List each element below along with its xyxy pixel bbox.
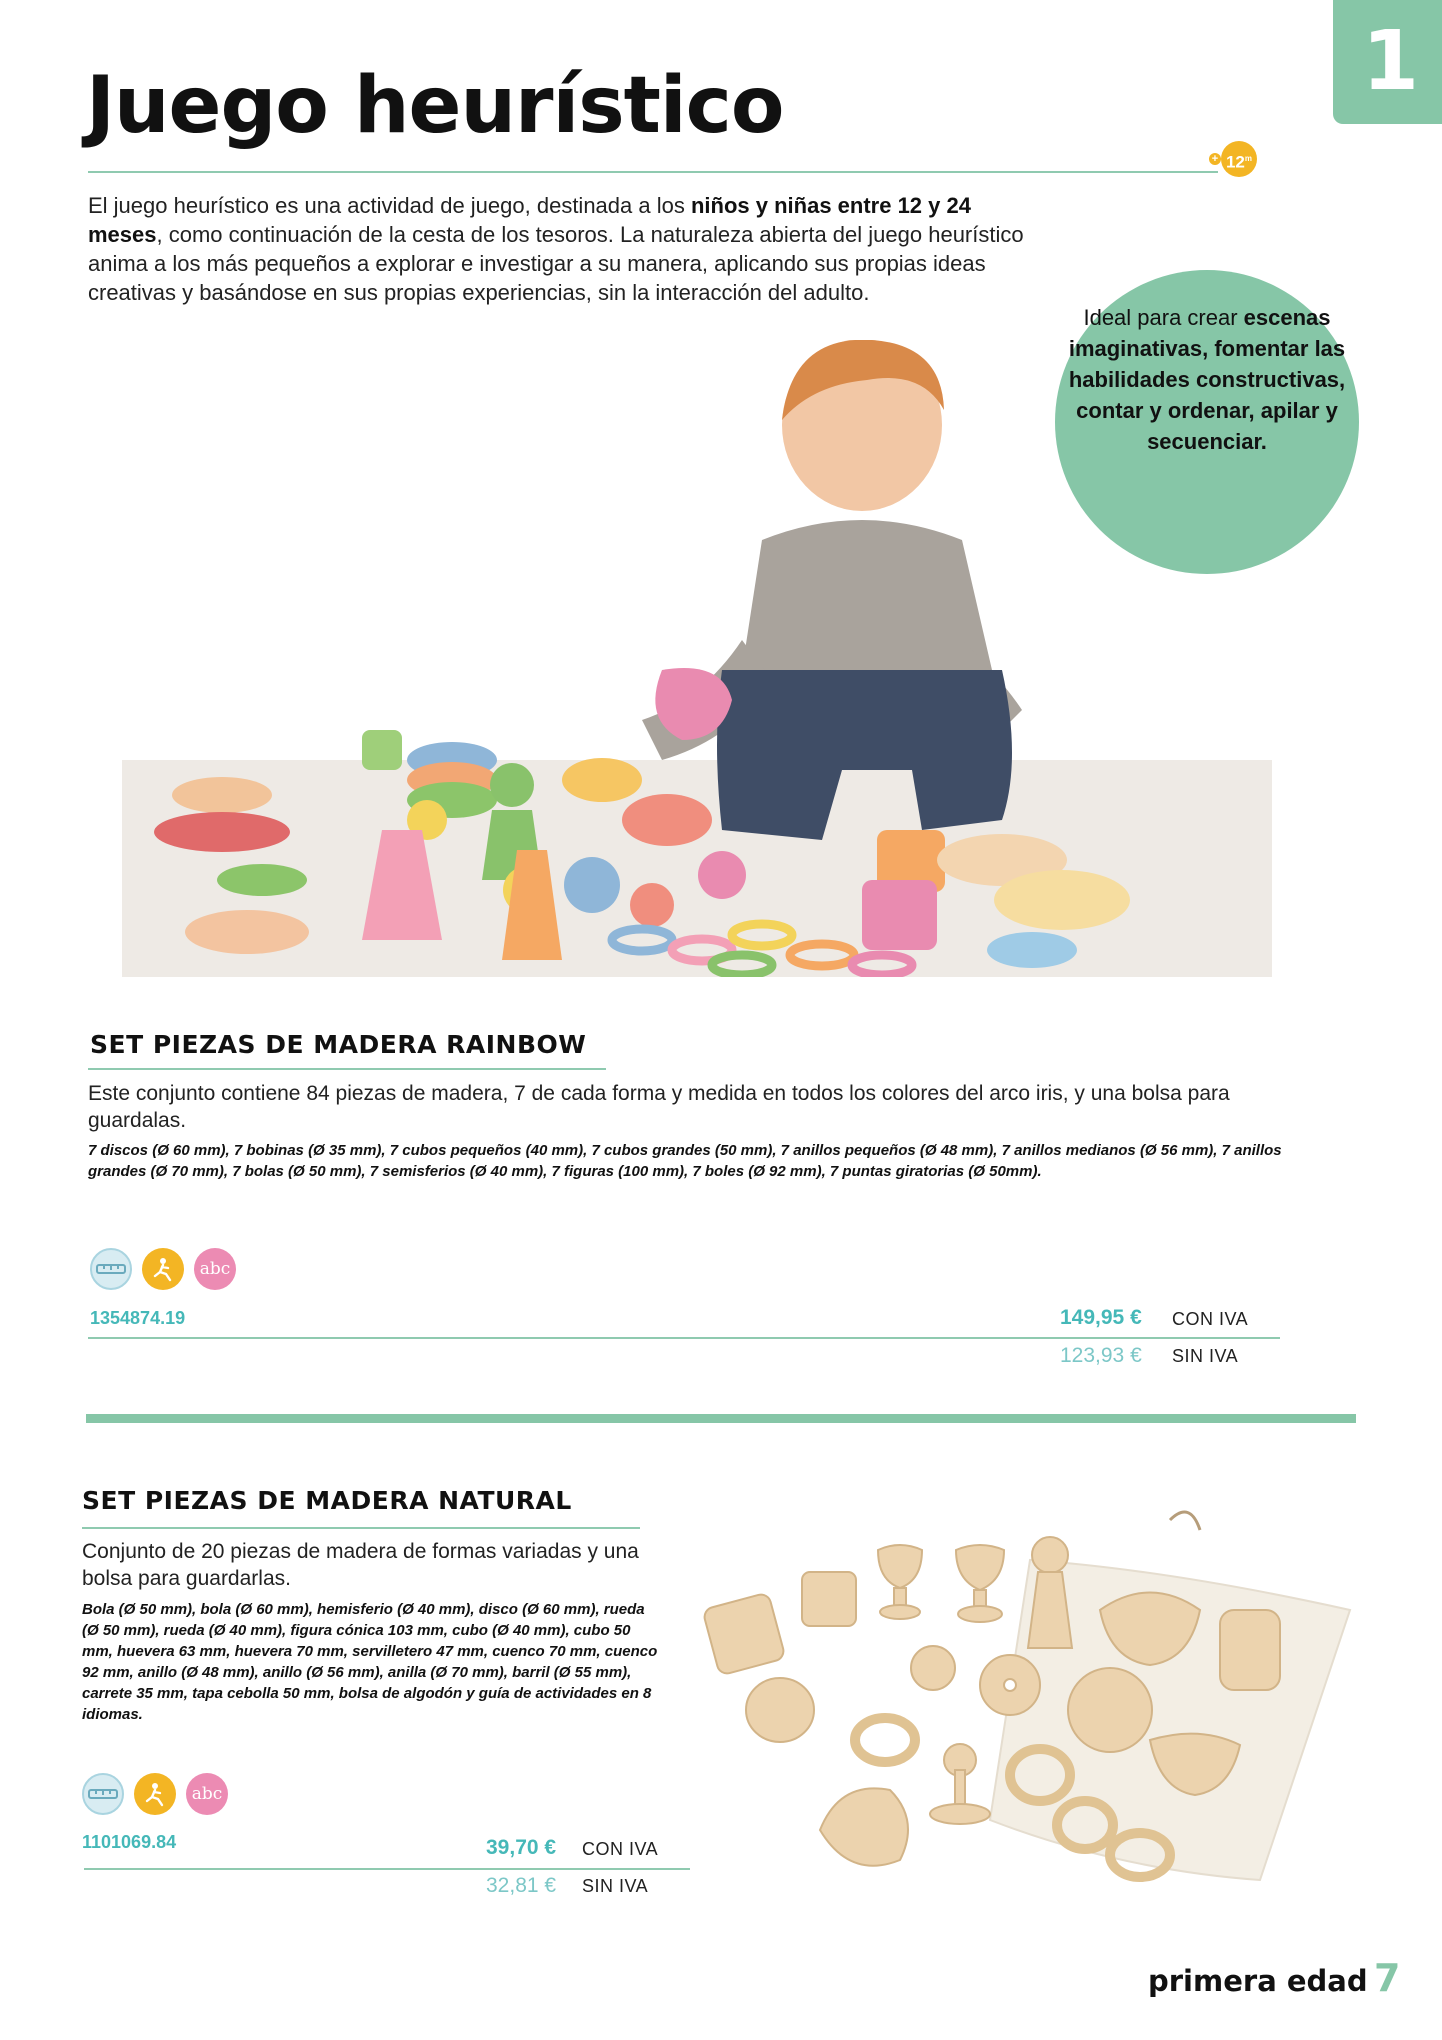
- age-unit: m: [1244, 154, 1253, 163]
- product-icons-rainbow: [90, 1248, 236, 1290]
- price-without-vat-rainbow: 123,93 €: [1060, 1344, 1142, 1367]
- motor-skills-icon: [134, 1773, 176, 1815]
- intro-bold: niños y niñas entre 12 y 24 meses: [88, 193, 971, 247]
- footer-section-label: primera edad: [1148, 1964, 1368, 1998]
- chapter-tab: 1: [1333, 0, 1442, 124]
- section-divider: [86, 1414, 1356, 1423]
- product-description-natural: Conjunto de 20 piezas de madera de formas variadas y una bolsa para guardarlas.: [82, 1540, 639, 1590]
- product-ref-natural: 1101069.84: [82, 1832, 177, 1852]
- page-title: Juego heurístico: [86, 61, 784, 151]
- abc-icon: abc: [186, 1773, 228, 1815]
- motor-skills-icon: [142, 1248, 184, 1290]
- product-title-rainbow: SET PIEZAS DE MADERA RAINBOW: [90, 1030, 587, 1059]
- price-rule-rainbow: [88, 1337, 1280, 1339]
- price-with-vat-rainbow: 149,95 €: [1060, 1306, 1142, 1329]
- bubble-text: Ideal para crear: [1083, 305, 1244, 330]
- intro-text-1: El juego heurístico es una actividad de juego, destinada a los: [88, 193, 691, 218]
- product-icons-natural: [82, 1773, 228, 1815]
- product-specs-natural: Bola (Ø 50 mm), bola (Ø 60 mm), hemisferio (Ø 40 mm), disco (Ø 60 mm), rueda (Ø 50 mm), rueda (Ø 40 mm), figura cónica 103 mm, cubo (Ø 40 mm), cubo 50 mm, huevera 63 mm, huevera 70 mm, servilletero 47 mm, cuenco 70 mm, cuenco 92 mm, anillo (Ø 48 mm), anillo (Ø 56 mm), anilla (Ø 70 mm), barril (Ø 55 mm), carrete 35 mm, tapa cebolla 50 mm, bolsa de algodón y guía de actividades en 8 idiomas.: [82, 1601, 658, 1723]
- intro-text-2: , como continuación de la cesta de los tesoros. La naturaleza abierta del juego heurístico anima a los más pequeños a explorar e investigar a su manera, aplicando sus propias ideas creativas y basándose en sus propias experiencias, sin la interacción del adulto.: [88, 222, 1024, 305]
- abc-icon: abc: [194, 1248, 236, 1290]
- age-badge-plus: +: [1209, 153, 1221, 165]
- title-rule: [88, 171, 1218, 173]
- label-without-vat-natural: SIN IVA: [582, 1876, 649, 1896]
- page-number: 7: [1374, 1956, 1401, 2000]
- feature-bubble: [1055, 270, 1359, 574]
- price-without-vat-natural: 32,81 €: [486, 1874, 557, 1897]
- bubble-bold-text: escenas imaginativas, fomentar las habilidades constructivas, contar y ordenar, apilar y secuenciar.: [1068, 305, 1346, 454]
- measure-icon: [82, 1773, 124, 1815]
- label-with-vat-rainbow: CON IVA: [1172, 1309, 1249, 1329]
- age-value: 12: [1225, 152, 1245, 172]
- measure-icon: [90, 1248, 132, 1290]
- product-title-natural: SET PIEZAS DE MADERA NATURAL: [82, 1486, 572, 1515]
- intro-paragraph: [88, 191, 1048, 307]
- natural-wood-pieces-photo: [700, 1500, 1380, 1890]
- age-badge-value: [1221, 141, 1257, 177]
- price-with-vat-natural: 39,70 €: [486, 1836, 557, 1859]
- age-badge: [1209, 141, 1267, 173]
- product-title-rule: [82, 1527, 640, 1529]
- product-description-rainbow: Este conjunto contiene 84 piezas de madera, 7 de cada forma y medida en todos los colores del arco iris, y una bolsa para guardalas.: [88, 1082, 1230, 1132]
- label-without-vat-rainbow: SIN IVA: [1172, 1346, 1239, 1366]
- price-rule-natural: [84, 1868, 690, 1870]
- label-with-vat-natural: CON IVA: [582, 1839, 659, 1859]
- product-title-rule: [88, 1068, 606, 1070]
- product-specs-rainbow: 7 discos (Ø 60 mm), 7 bobinas (Ø 35 mm), 7 cubos pequeños (40 mm), 7 cubos grandes (50 mm), 7 anillos pequeños (Ø 48 mm), 7 anillos medianos (Ø 56 mm), 7 anillos grandes (Ø 70 mm), 7 bolas (Ø 50 mm), 7 semisferios (Ø 40 mm), 7 figuras (100 mm), 7 boles (Ø 92 mm), 7 puntas giratorias (Ø 50mm).: [88, 1142, 1282, 1180]
- product-ref-rainbow: 1354874.19: [90, 1308, 186, 1328]
